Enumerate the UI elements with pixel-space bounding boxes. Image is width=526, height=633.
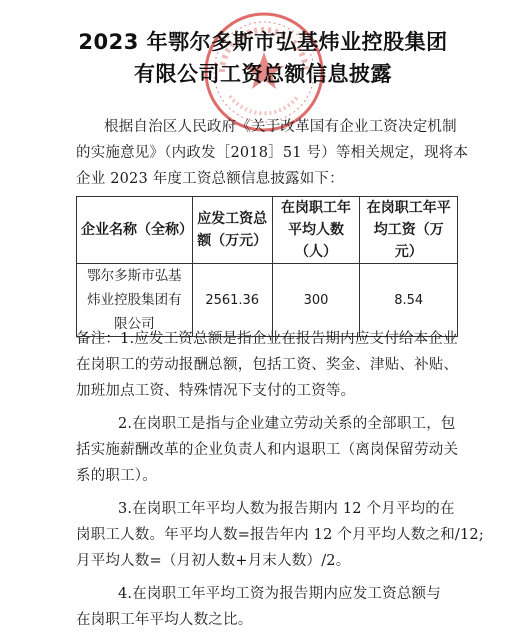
cell-avg-wage: 8.54 <box>360 264 458 337</box>
intro-line: 根据自治区人民政府《关于改革国有企业工资决定机制 <box>104 119 457 135</box>
table-header-row <box>77 197 458 264</box>
header-avg-headcount: 在岗职工年平均人数（人） <box>272 197 360 264</box>
note-1-line: 在岗职工的劳动报酬总额，包括工资、奖金、津贴、补贴、 <box>76 357 459 373</box>
note-4-line: 在岗职工年平均人数之比。 <box>76 612 253 628</box>
intro-line: 企业 2023 年度工资总额信息披露如下： <box>76 171 344 187</box>
note-2-line: 系的职工）。 <box>76 468 157 484</box>
note-1-line: 加班加点工资、特殊情况下支付的工资等。 <box>76 383 356 399</box>
note-3-line: 3.在岗职工年平均人数为报告期内 12 个月平均的在 <box>118 501 455 517</box>
notes-section <box>76 326 484 633</box>
cell-total-wage: 2561.36 <box>192 264 272 337</box>
note-4-line: 4.在岗职工年平均工资为报告期内应发工资总额与 <box>118 586 441 602</box>
document-title-line-2: 有限公司工资总额信息披露 <box>134 62 392 86</box>
note-3-line: 岗职工人数。年平均人数=报告年内 12 个月平均人数之和/12; <box>76 527 484 543</box>
header-company-name: 企业名称（全称） <box>77 197 193 264</box>
cell-avg-headcount: 300 <box>272 264 360 337</box>
header-total-wage: 应发工资总额（万元） <box>192 197 272 264</box>
note-3-line: 月平均人数=（月初人数+月末人数）/2。 <box>76 553 351 569</box>
wage-disclosure-table <box>76 196 458 337</box>
note-1-line: 备注：1.应发工资总额是指企业在报告期内应支付给本企业 <box>76 331 458 347</box>
note-2-line: 2.在岗职工是指与企业建立劳动关系的全部职工，包 <box>118 416 456 432</box>
note-2-line: 括实施薪酬改革的企业负责人和内退职工（离岗保留劳动关 <box>76 442 459 458</box>
intro-line: 的实施意见》（内政发［2018］51 号）等相关规定，现将本 <box>76 145 469 161</box>
document-title-line-1: 2023 年鄂尔多斯市弘基炜业控股集团 <box>78 30 448 54</box>
cell-company-name: 鄂尔多斯市弘基炜业控股集团有限公司 <box>77 264 193 337</box>
header-avg-wage: 在岗职工年平均工资（万元） <box>360 197 458 264</box>
intro-paragraph <box>76 114 476 192</box>
